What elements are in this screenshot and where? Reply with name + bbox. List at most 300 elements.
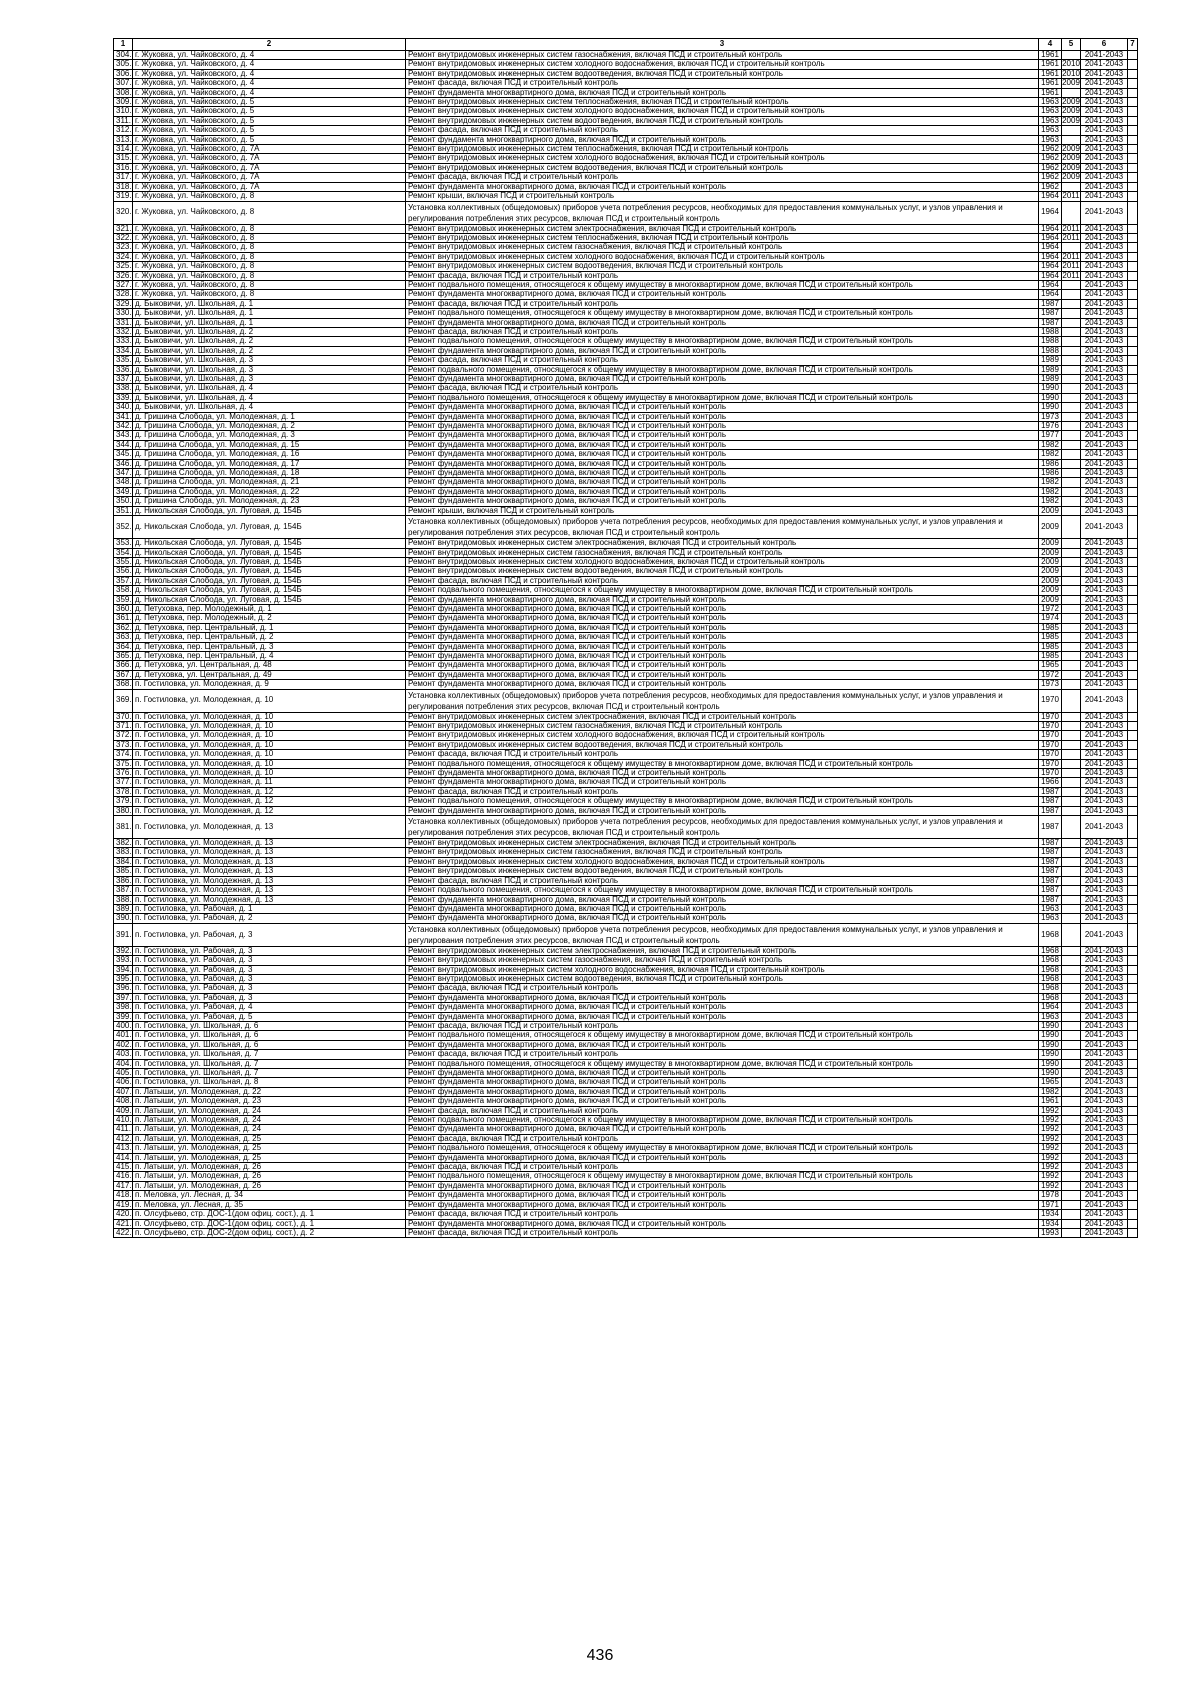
address-cell: п. Гостиловка, ул. Молодежная, д. 13 [133,886,406,895]
planned-period-cell: 2041-2043 [1081,1163,1128,1172]
table-row [114,689,1138,712]
table-row [114,107,1138,116]
repair-program-table [113,38,1138,1238]
extra-col-cell [1128,731,1138,740]
last-repair-year-cell [1062,1219,1081,1228]
planned-period-cell: 2041-2043 [1081,633,1128,642]
last-repair-year-cell [1062,88,1081,97]
row-number-cell: 325. [114,262,133,271]
planned-period-cell: 2041-2043 [1081,595,1128,604]
work-type-cell: Ремонт подвального помещения, относящегося к общему имуществу в многоквартирном доме, включая ПСД и строительный контроль [406,1059,1039,1068]
work-type-cell: Ремонт подвального помещения, относящегося к общему имуществу в многоквартирном доме, включая ПСД и строительный контроль [406,1031,1039,1040]
address-cell: п. Олсуфьево, стр. ДОС-1(дом офиц. сост.), д. 1 [133,1219,406,1228]
extra-col-cell [1128,974,1138,983]
table-row [114,1219,1138,1228]
build-year-cell: 1987 [1039,299,1062,308]
planned-period-cell: 2041-2043 [1081,816,1128,839]
last-repair-year-cell [1062,356,1081,365]
table-row [114,262,1138,271]
build-year-cell: 1971 [1039,1200,1062,1209]
planned-period-cell: 2041-2043 [1081,145,1128,154]
work-type-cell: Ремонт фундамента многоквартирного дома, включая ПСД и строительный контроль [406,633,1039,642]
row-number-cell: 315. [114,154,133,163]
extra-col-cell [1128,173,1138,182]
row-number-cell: 305. [114,60,133,69]
last-repair-year-cell [1062,759,1081,768]
address-cell: д. Гришина Слобода, ул. Молодежная, д. 16 [133,450,406,459]
table-row [114,1125,1138,1134]
row-number-cell: 316. [114,163,133,172]
build-year-cell: 1976 [1039,422,1062,431]
last-repair-year-cell [1062,182,1081,191]
work-type-cell: Ремонт фасада, включая ПСД и строительный контроль [406,271,1039,280]
table-row [114,1059,1138,1068]
work-type-cell: Ремонт внутридомовых инженерных систем теплоснабжения, включая ПСД и строительный контроль [406,233,1039,242]
row-number-cell: 363. [114,633,133,642]
build-year-cell: 1965 [1039,1078,1062,1087]
address-cell: д. Гришина Слобода, ул. Молодежная, д. 18 [133,469,406,478]
work-type-cell: Ремонт подвального помещения, относящегося к общему имуществу в многоквартирном доме, включая ПСД и строительный контроль [406,586,1039,595]
address-cell: п. Латыши, ул. Молодежная, д. 26 [133,1172,406,1181]
row-number-cell: 339. [114,393,133,402]
extra-col-cell [1128,145,1138,154]
row-number-cell: 387. [114,886,133,895]
extra-col-cell [1128,154,1138,163]
row-number-cell: 329. [114,299,133,308]
address-cell: д. Быковичи, ул. Школьная, д. 4 [133,403,406,412]
table-row [114,403,1138,412]
address-cell: п. Латыши, ул. Молодежная, д. 26 [133,1181,406,1190]
last-repair-year-cell [1062,299,1081,308]
last-repair-year-cell [1062,993,1081,1002]
last-repair-year-cell [1062,469,1081,478]
extra-col-cell [1128,886,1138,895]
last-repair-year-cell: 2010 [1062,59,1080,69]
extra-col-cell [1128,797,1138,806]
address-cell: д. Петуховка, пер. Молодежный, д. 1 [133,604,406,613]
extra-col-cell [1128,965,1138,974]
row-number-cell: 395. [114,974,133,983]
build-year-cell: 1982 [1039,440,1062,449]
planned-period-cell: 2041-2043 [1081,469,1128,478]
extra-col-cell [1128,993,1138,1002]
last-repair-year-cell [1062,670,1081,679]
build-year-cell: 1962 [1039,154,1062,163]
build-year-cell: 1974 [1039,614,1062,623]
row-number-cell: 399. [114,1012,133,1021]
table-row [114,431,1138,440]
planned-period-cell: 2041-2043 [1081,280,1128,289]
build-year-cell: 1987 [1039,839,1062,848]
planned-period-cell: 2041-2043 [1081,356,1128,365]
work-type-cell: Ремонт внутридомовых инженерных систем водоотведения, включая ПСД и строительный контроль [406,163,1039,172]
extra-col-cell [1128,98,1138,107]
build-year-cell: 1990 [1039,393,1062,402]
last-repair-year-cell [1062,1012,1081,1021]
address-cell: п. Гостиловка, ул. Молодежная, д. 13 [133,816,406,839]
row-number-cell: 324. [114,252,133,261]
row-number-cell: 344. [114,440,133,449]
work-type-cell: Ремонт фасада, включая ПСД и строительный контроль [406,787,1039,796]
work-type-cell: Ремонт фундамента многоквартирного дома, включая ПСД и строительный контроль [406,318,1039,327]
row-number-cell: 375. [114,759,133,768]
extra-col-cell [1128,661,1138,670]
table-row [114,1040,1138,1049]
address-cell: г. Жуковка, ул. Чайковского, д. 5 [133,107,406,116]
table-row [114,478,1138,487]
planned-period-cell: 2041-2043 [1081,1125,1128,1134]
work-type-cell: Ремонт фасада, включая ПСД и строительный контроль [406,327,1039,336]
table-row [114,623,1138,632]
row-number-cell: 382. [114,839,133,848]
work-type-cell: Ремонт фундамента многоквартирного дома, включая ПСД и строительный контроль [406,604,1039,613]
extra-col-cell [1128,1210,1138,1219]
last-repair-year-cell [1062,642,1081,651]
table-row [114,1228,1138,1237]
extra-col-cell [1128,393,1138,402]
planned-period-cell: 2041-2043 [1081,1106,1128,1115]
table-row [114,661,1138,670]
planned-period-cell: 2041-2043 [1081,965,1128,974]
build-year-cell: 1964 [1039,192,1062,201]
address-cell: г. Жуковка, ул. Чайковского, д. 7А [133,173,406,182]
last-repair-year-cell [1062,787,1081,796]
planned-period-cell: 2041-2043 [1081,309,1128,318]
planned-period-cell: 2041-2043 [1081,98,1128,107]
work-type-cell: Ремонт внутридомовых инженерных систем электроснабжения, включая ПСД и строительный контроль [406,539,1039,548]
work-type-cell: Ремонт фундамента многоквартирного дома, включая ПСД и строительный контроль [406,1153,1039,1162]
work-type-cell: Ремонт подвального помещения, относящегося к общему имуществу в многоквартирном доме, включая ПСД и строительный контроль [406,1116,1039,1125]
table-row [114,145,1138,154]
row-number-cell: 312. [114,126,133,135]
planned-period-cell: 2041-2043 [1081,262,1128,271]
row-number-cell: 311. [114,116,133,125]
address-cell: п. Латыши, ул. Молодежная, д. 24 [133,1106,406,1115]
planned-period-cell: 2041-2043 [1081,299,1128,308]
work-type-cell: Ремонт подвального помещения, относящегося к общему имуществу в многоквартирном доме, включая ПСД и строительный контроль [406,1172,1039,1181]
row-number-cell: 360. [114,604,133,613]
planned-period-cell: 2041-2043 [1081,224,1128,233]
table-row [114,740,1138,749]
work-type-cell: Ремонт крыши, включая ПСД и строительный контроль [406,192,1039,201]
extra-col-cell [1128,337,1138,346]
work-type-cell: Ремонт внутридомовых инженерных систем теплоснабжения, включая ПСД и строительный контроль [406,145,1039,154]
planned-period-cell: 2041-2043 [1081,759,1128,768]
last-repair-year-cell [1062,1087,1081,1096]
extra-col-cell [1128,51,1138,60]
extra-col-cell [1128,375,1138,384]
work-type-cell: Ремонт крыши, включая ПСД и строительный контроль [406,506,1039,515]
last-repair-year-cell: 2009 [1062,116,1080,125]
work-type-cell: Ремонт внутридомовых инженерных систем холодного водоснабжения, включая ПСД и строительный контроль [406,857,1039,866]
last-repair-year-cell [1062,422,1081,431]
build-year-cell: 1990 [1039,1021,1062,1030]
build-year-cell: 1966 [1039,778,1062,787]
address-cell: г. Жуковка, ул. Чайковского, д. 8 [133,224,406,233]
extra-col-cell [1128,642,1138,651]
address-cell: п. Меловка, ул. Лесная, д. 35 [133,1200,406,1209]
build-year-cell: 1990 [1039,403,1062,412]
planned-period-cell: 2041-2043 [1081,327,1128,336]
extra-col-cell [1128,1191,1138,1200]
build-year-cell: 1963 [1039,126,1062,135]
table-row [114,816,1138,839]
row-number-cell: 418. [114,1191,133,1200]
page-number: 436 [586,1647,614,1664]
last-repair-year-cell [1062,280,1081,289]
last-repair-year-cell: 2009 [1062,97,1080,107]
row-number-cell: 343. [114,431,133,440]
address-cell: д. Гришина Слобода, ул. Молодежная, д. 22 [133,487,406,496]
planned-period-cell: 2041-2043 [1081,69,1128,78]
table-row [114,1181,1138,1190]
planned-period-cell: 2041-2043 [1081,1219,1128,1228]
address-cell: п. Латыши, ул. Молодежная, д. 25 [133,1134,406,1143]
row-number-cell: 374. [114,750,133,759]
extra-col-cell [1128,1059,1138,1068]
build-year-cell: 1965 [1039,661,1062,670]
planned-period-cell: 2041-2043 [1081,51,1128,60]
row-number-cell: 334. [114,346,133,355]
work-type-cell: Установка коллективных (общедомовых) приборов учета потребления ресурсов, необходимых для предоставления коммунальных услуг, и узлов управления и регулирования потребления этих ресурсов, включая ПСД и строительный контроль [406,923,1039,946]
planned-period-cell: 2041-2043 [1081,1228,1128,1237]
row-number-cell: 332. [114,327,133,336]
row-number-cell: 337. [114,375,133,384]
last-repair-year-cell: 2011 [1062,261,1080,271]
work-type-cell: Установка коллективных (общедомовых) приборов учета потребления ресурсов, необходимых для предоставления коммунальных услуг, и узлов управления и регулирования потребления этих ресурсов, включая ПСД и строительный контроль [406,516,1039,539]
address-cell: г. Жуковка, ул. Чайковского, д. 5 [133,135,406,144]
build-year-cell: 1963 [1039,904,1062,913]
extra-col-cell [1128,431,1138,440]
row-number-cell: 405. [114,1069,133,1078]
build-year-cell: 1992 [1039,1116,1062,1125]
table-row [114,867,1138,876]
planned-period-cell: 2041-2043 [1081,670,1128,679]
extra-col-cell [1128,233,1138,242]
table-row [114,1116,1138,1125]
planned-period-cell: 2041-2043 [1081,689,1128,712]
extra-col-cell [1128,984,1138,993]
table-row [114,1200,1138,1209]
last-repair-year-cell [1062,1172,1081,1181]
table-row [114,192,1138,201]
work-type-cell: Ремонт подвального помещения, относящегося к общему имуществу в многоквартирном доме, включая ПСД и строительный контроль [406,280,1039,289]
table-row [114,974,1138,983]
build-year-cell: 1988 [1039,327,1062,336]
table-row [114,126,1138,135]
last-repair-year-cell [1062,1200,1081,1209]
build-year-cell: 1987 [1039,787,1062,796]
row-number-cell: 314. [114,145,133,154]
row-number-cell: 381. [114,816,133,839]
last-repair-year-cell [1062,946,1081,955]
extra-col-cell [1128,750,1138,759]
row-number-cell: 378. [114,787,133,796]
last-repair-year-cell [1062,450,1081,459]
table-row [114,595,1138,604]
row-number-cell: 356. [114,567,133,576]
address-cell: п. Гостиловка, ул. Молодежная, д. 13 [133,848,406,857]
extra-col-cell [1128,327,1138,336]
table-row [114,731,1138,740]
last-repair-year-cell: 2011 [1062,191,1080,201]
table-row [114,1172,1138,1181]
table-row [114,895,1138,904]
work-type-cell: Ремонт подвального помещения, относящегося к общему имуществу в многоквартирном доме, включая ПСД и строительный контроль [406,1144,1039,1153]
build-year-cell: 1992 [1039,1134,1062,1143]
table-row [114,487,1138,496]
work-type-cell: Ремонт фундамента многоквартирного дома, включая ПСД и строительный контроль [406,895,1039,904]
header-col-1: 1 [114,39,133,51]
planned-period-cell: 2041-2043 [1081,956,1128,965]
planned-period-cell: 2041-2043 [1081,384,1128,393]
planned-period-cell: 2041-2043 [1081,1200,1128,1209]
work-type-cell: Ремонт фундамента многоквартирного дома, включая ПСД и строительный контроль [406,88,1039,97]
extra-col-cell [1128,1125,1138,1134]
address-cell: п. Гостиловка, ул. Молодежная, д. 10 [133,750,406,759]
table-row [114,722,1138,731]
planned-period-cell: 2041-2043 [1081,107,1128,116]
build-year-cell: 1964 [1039,233,1062,242]
work-type-cell: Ремонт подвального помещения, относящегося к общему имуществу в многоквартирном доме, включая ПСД и строительный контроль [406,365,1039,374]
address-cell: п. Латыши, ул. Молодежная, д. 24 [133,1125,406,1134]
address-cell: г. Жуковка, ул. Чайковского, д. 4 [133,79,406,88]
extra-col-cell [1128,1021,1138,1030]
planned-period-cell: 2041-2043 [1081,422,1128,431]
table-row [114,69,1138,78]
planned-period-cell: 2041-2043 [1081,233,1128,242]
last-repair-year-cell [1062,337,1081,346]
last-repair-year-cell [1062,712,1081,721]
extra-col-cell [1128,1172,1138,1181]
planned-period-cell: 2041-2043 [1081,1003,1128,1012]
table-row [114,1087,1138,1096]
table-header-row [114,39,1138,51]
extra-col-cell [1128,680,1138,689]
row-number-cell: 362. [114,623,133,632]
address-cell: д. Никольская Слобода, ул. Луговая, д. 154Б [133,567,406,576]
row-number-cell: 406. [114,1078,133,1087]
extra-col-cell [1128,422,1138,431]
extra-col-cell [1128,548,1138,557]
build-year-cell: 1982 [1039,497,1062,506]
work-type-cell: Ремонт фундамента многоквартирного дома, включая ПСД и строительный контроль [406,1003,1039,1012]
last-repair-year-cell: 2009 [1062,78,1080,88]
planned-period-cell: 2041-2043 [1081,567,1128,576]
address-cell: п. Гостиловка, ул. Молодежная, д. 12 [133,806,406,815]
table-row [114,469,1138,478]
work-type-cell: Ремонт фасада, включая ПСД и строительный контроль [406,1134,1039,1143]
table-row [114,375,1138,384]
address-cell: п. Латыши, ул. Молодежная, д. 24 [133,1116,406,1125]
last-repair-year-cell [1062,1050,1081,1059]
address-cell: д. Быковичи, ул. Школьная, д. 3 [133,356,406,365]
table-row [114,539,1138,548]
extra-col-cell [1128,1069,1138,1078]
last-repair-year-cell: 2009 [1062,172,1080,182]
build-year-cell: 1968 [1039,993,1062,1002]
work-type-cell: Ремонт подвального помещения, относящегося к общему имуществу в многоквартирном доме, включая ПСД и строительный контроль [406,886,1039,895]
work-type-cell: Ремонт подвального помещения, относящегося к общему имуществу в многоквартирном доме, включая ПСД и строительный контроль [406,337,1039,346]
table-row [114,309,1138,318]
address-cell: д. Быковичи, ул. Школьная, д. 1 [133,318,406,327]
work-type-cell: Ремонт внутридомовых инженерных систем газоснабжения, включая ПСД и строительный контроль [406,51,1039,60]
work-type-cell: Ремонт подвального помещения, относящегося к общему имуществу в многоквартирном доме, включая ПСД и строительный контроль [406,309,1039,318]
table-row [114,567,1138,576]
table-row [114,1012,1138,1021]
row-number-cell: 390. [114,914,133,923]
extra-col-cell [1128,576,1138,585]
planned-period-cell: 2041-2043 [1081,1116,1128,1125]
planned-period-cell: 2041-2043 [1081,459,1128,468]
extra-col-cell [1128,1106,1138,1115]
work-type-cell: Ремонт фундамента многоквартирного дома, включая ПСД и строительный контроль [406,450,1039,459]
build-year-cell: 1968 [1039,984,1062,993]
planned-period-cell: 2041-2043 [1081,1191,1128,1200]
address-cell: п. Гостиловка, ул. Молодежная, д. 10 [133,722,406,731]
extra-col-cell [1128,126,1138,135]
build-year-cell: 1961 [1039,60,1062,69]
planned-period-cell: 2041-2043 [1081,290,1128,299]
address-cell: д. Гришина Слобода, ул. Молодежная, д. 3 [133,431,406,440]
address-cell: д. Никольская Слобода, ул. Луговая, д. 154Б [133,548,406,557]
extra-col-cell [1128,614,1138,623]
build-year-cell: 1986 [1039,459,1062,468]
last-repair-year-cell: 2009 [1062,106,1080,116]
last-repair-year-cell [1062,1134,1081,1143]
work-type-cell: Ремонт фундамента многоквартирного дома, включая ПСД и строительный контроль [406,1040,1039,1049]
table-row [114,642,1138,651]
table-row [114,956,1138,965]
row-number-cell: 348. [114,478,133,487]
planned-period-cell: 2041-2043 [1081,984,1128,993]
row-number-cell: 330. [114,309,133,318]
extra-col-cell [1128,506,1138,515]
extra-col-cell [1128,946,1138,955]
last-repair-year-cell: 2009 [1062,153,1080,163]
extra-col-cell [1128,1181,1138,1190]
row-number-cell: 304. [114,51,133,60]
address-cell: п. Гостиловка, ул. Молодежная, д. 12 [133,787,406,796]
table-row [114,393,1138,402]
last-repair-year-cell [1062,1191,1081,1200]
last-repair-year-cell [1062,633,1081,642]
table-row [114,51,1138,60]
planned-period-cell: 2041-2043 [1081,797,1128,806]
address-cell: г. Жуковка, ул. Чайковского, д. 8 [133,243,406,252]
extra-col-cell [1128,163,1138,172]
last-repair-year-cell [1062,1059,1081,1068]
planned-period-cell: 2041-2043 [1081,79,1128,88]
row-number-cell: 404. [114,1059,133,1068]
repair-program-sheet [113,38,1137,1238]
address-cell: п. Гостиловка, ул. Молодежная, д. 13 [133,867,406,876]
row-number-cell: 349. [114,487,133,496]
last-repair-year-cell [1062,1125,1081,1134]
last-repair-year-cell [1062,965,1081,974]
work-type-cell: Ремонт внутридомовых инженерных систем электроснабжения, включая ПСД и строительный контроль [406,946,1039,955]
last-repair-year-cell [1062,661,1081,670]
last-repair-year-cell [1062,731,1081,740]
address-cell: п. Гостиловка, ул. Школьная, д. 7 [133,1059,406,1068]
extra-col-cell [1128,1003,1138,1012]
row-number-cell: 376. [114,769,133,778]
work-type-cell: Ремонт фундамента многоквартирного дома, включая ПСД и строительный контроль [406,1087,1039,1096]
work-type-cell: Ремонт внутридомовых инженерных систем холодного водоснабжения, включая ПСД и строительный контроль [406,60,1039,69]
build-year-cell: 1970 [1039,689,1062,712]
planned-period-cell: 2041-2043 [1081,135,1128,144]
extra-col-cell [1128,318,1138,327]
